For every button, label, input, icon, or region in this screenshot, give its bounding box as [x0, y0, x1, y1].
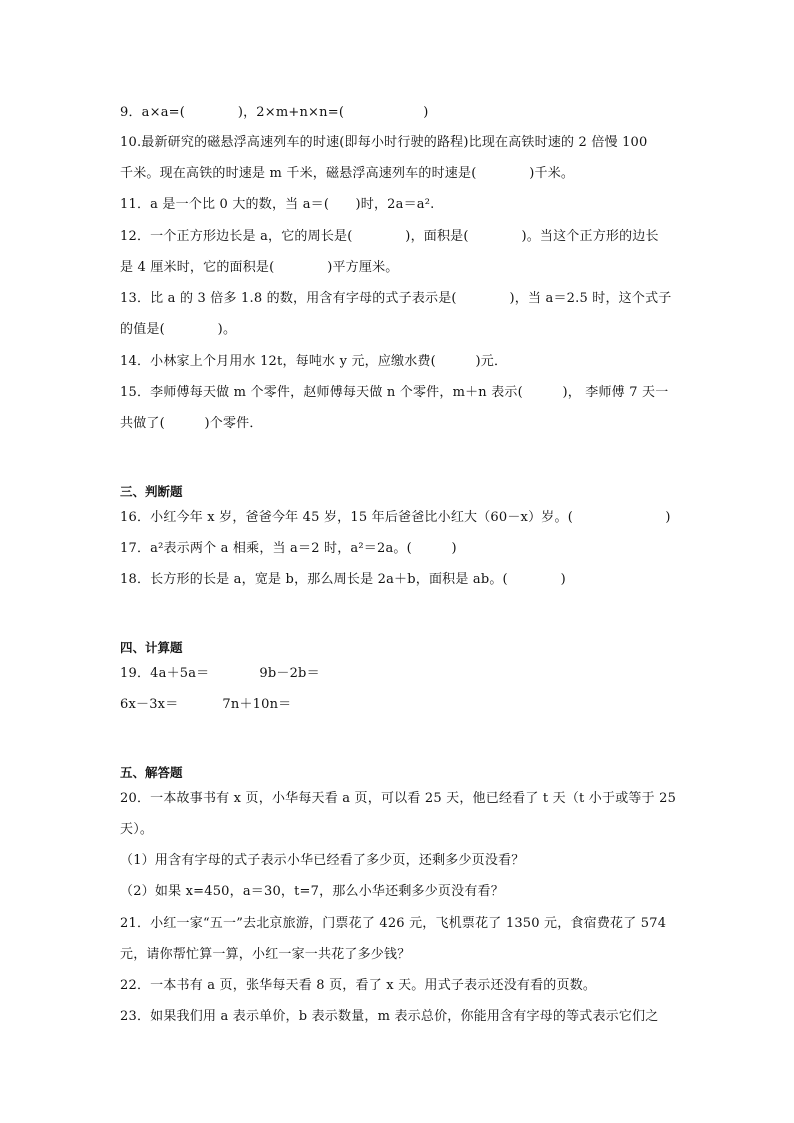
question-10-line-1: 10.最新研究的磁悬浮高速列车的时速(即每小时行驶的路程)比现在高铁时速的 2 倍慢 100 [120, 135, 648, 150]
calc-item-9b-2b: 9b－2b＝ [259, 666, 320, 681]
question-20-line-2: 天）。 [120, 822, 154, 837]
question-16: 16．小红今年 x 岁，爸爸今年 45 岁，15 年后爸爸比小红大（60－x）岁。( ) [120, 510, 671, 525]
question-15-line-2: 共做了( )个零件． [120, 416, 263, 431]
question-14: 14．小林家上个月用水 12t，每吨水 y 元，应缴水费( )元． [120, 354, 508, 369]
question-22: 22．一本书有 a 页，张华每天看 8 页，看了 x 天。用式子表示还没有看的页数。 [120, 978, 597, 993]
question-19-row-1 [120, 664, 680, 684]
question-20-line-1: 20．一本故事书有 x 页，小华每天看 a 页，可以看 25 天，他已经看了 t 天（t 小于或等于 25 [120, 791, 677, 806]
question-19-row-2 [120, 695, 680, 715]
question-13-line-2: 的值是( )。 [120, 322, 237, 337]
question-11: 11．a 是一个比 0 大的数，当 a＝( )时，2a＝a². [120, 197, 435, 212]
question-20-part-1: （1）用含有字母的式子表示小华已经看了多少页，还剩多少页没看？ [120, 853, 525, 868]
question-13-line-1: 13．比 a 的 3 倍多 1.8 的数，用含有字母的式子表示是( )，当 a＝2.5 时，这个式子 [120, 291, 672, 306]
section-heading-solve: 五、解答题 [120, 765, 183, 780]
question-15-line-1: 15．李师傅每天做 m 个零件，赵师傅每天做 n 个零件，m＋n 表示( )， 李师傅 7 天一 [120, 385, 669, 400]
calc-item-6x-3x: 6x－3x＝ [120, 697, 179, 712]
section-heading-judge: 三、判断题 [120, 484, 183, 499]
question-20-part-2: （2）如果 x=450，a＝30，t=7，那么小华还剩多少页没有看？ [120, 884, 504, 899]
section-heading-calc: 四、计算题 [120, 640, 183, 655]
calc-item-7n-10n: 7n＋10n＝ [222, 697, 292, 712]
question-21-line-1: 21．小红一家“五一”去北京旅游，门票花了 426 元，飞机票花了 1350 元，食宿费花了 574 [120, 916, 667, 931]
question-21-line-2: 元，请你帮忙算一算，小红一家一共花了多少钱？ [120, 947, 411, 962]
calc-item-4a-5a: 19．4a＋5a＝ [120, 666, 210, 681]
question-10-line-2: 千米。现在高铁的时速是 m 千米，磁悬浮高速列车的时速是( )千米。 [120, 166, 575, 181]
question-18: 18．长方形的长是 a，宽是 b，那么周长是 2a＋b，面积是 ab。( ) [120, 572, 566, 587]
question-23: 23．如果我们用 a 表示单价，b 表示数量，m 表示总价，你能用含有字母的等式表示它们之 [120, 1009, 659, 1024]
question-12-line-2: 是 4 厘米时，它的面积是( )平方厘米。 [120, 260, 399, 275]
question-17: 17．a²表示两个 a 相乘，当 a＝2 时，a²＝2a。( ) [120, 541, 457, 556]
question-9: 9．a×a=( )，2×m+n×n=( ) [120, 105, 429, 120]
question-12-line-1: 12．一个正方形边长是 a，它的周长是( )，面积是( )。当这个正方形的边长 [120, 229, 659, 244]
